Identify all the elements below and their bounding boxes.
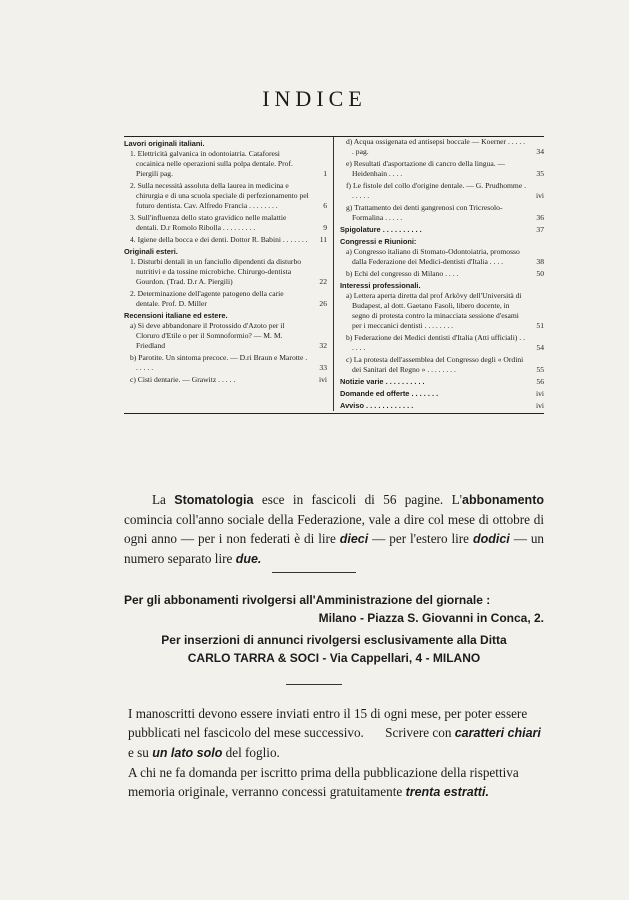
toc-entry [340, 333, 544, 353]
toc-entry [340, 269, 544, 279]
toc-entry [124, 257, 327, 287]
toc-entry-page: 33 [319, 363, 327, 372]
toc-section-heading: Recensioni italiane ed estere. [124, 311, 228, 320]
sub-text-2: esce in fascicoli di 56 pagine. L' [261, 492, 463, 507]
toc-entry-page: 22 [319, 277, 327, 286]
sub-text-4: — per l'estero lire [372, 531, 470, 546]
toc-entry-page: 1 [323, 169, 327, 178]
ads-line-4: CARLO TARRA & SOCI - Via Cappellari, 4 - MILANO [187, 651, 481, 665]
table-of-contents [124, 136, 544, 414]
note-2: A chi ne fa domanda per iscritto prima della pubblicazione della rispettiva memoria originale, verranno concessi gratuitamente trenta estratti. [128, 765, 519, 799]
toc-entry-page: 50 [536, 269, 544, 278]
toc-entry-text: Avviso . . . . . . . . . . . . [340, 401, 414, 410]
toc-entry-text: a) Congresso italiano di Stomato-Odontoiatria, promosso dalla Federazione dei Medici-dentisti d'Italia . . . . [346, 247, 520, 266]
toc-entry-page: 36 [536, 213, 544, 222]
toc-entry [124, 353, 327, 373]
note-1: I manoscritti devono essere inviati entro il 15 di ogni mese, per poter essere pubblicati nel fascicolo del mese successivo. Scrivere con caratteri chiari e su un lato solo del foglio. [128, 706, 541, 760]
toc-entry-text: c) La protesta dell'assemblea del Congresso degli « Ordini dei Sanitari del Regno » . . . . . . . . [346, 355, 524, 374]
price-dodici: dodici [472, 532, 510, 546]
divider-1 [272, 572, 356, 573]
toc-entry-text: a) Si deve abbandonare il Protossido d'Azoto per il Cloruro d'Etile o per il Somnoformio? — M. M. Friedland [130, 321, 285, 350]
toc-entry-page: 37 [536, 225, 544, 234]
toc-entry-page: ivi [318, 375, 327, 384]
ads-line-3: Per inserzioni di annunci rivolgersi esclusivamente alla Ditta [161, 633, 507, 647]
toc-bottom-rule [124, 413, 544, 414]
toc-entry-text: 4. Igiene della bocca e dei denti. Dottor R. Babini . . . . . . . [130, 235, 308, 244]
toc-entry [124, 213, 327, 233]
toc-entry [124, 235, 327, 245]
toc-entry-text: 1. Elettricità galvanica in odontoiatria. Cataforesi cocainica nelle operazioni sulla polpa dentale. Prof. Piergili pag. [130, 149, 293, 178]
toc-entry-page: 26 [319, 299, 327, 308]
emphasis-trenta-estratti: trenta estratti. [405, 785, 489, 799]
toc-section-heading: Congressi e Riunioni: [340, 237, 417, 246]
toc-right-column [334, 137, 544, 411]
toc-entry-text: 1. Disturbi dentali in un fanciullo dipendenti da disturbo nutritivi e da tossine microbiche. Chirurgo-dentista Gourdon. (Trad. D.r A. Piergili) [130, 257, 302, 286]
toc-entry-page: 9 [323, 223, 327, 232]
price-dieci: dieci [339, 532, 369, 546]
subscription-paragraph [124, 490, 544, 569]
toc-entry [340, 291, 544, 331]
toc-entry-page: 34 [536, 147, 544, 156]
toc-entry [340, 159, 544, 179]
ads-line-2: Milano - Piazza S. Giovanni in Conca, 2. [318, 611, 544, 625]
toc-entry-text: Domande ed offerte . . . . . . . [340, 389, 439, 398]
toc-entry-page: 56 [536, 377, 544, 386]
toc-entry-page: ivi [535, 191, 544, 200]
toc-entry-text: 3. Sull'influenza dello stato gravidico nelle malattie dentali. D.r Romolo Ribolla . . . . . . . . . [130, 213, 287, 232]
toc-entry [340, 225, 544, 235]
toc-entry-text: d) Acqua ossigenata ed antisepsi boccale — Koerner . . . . . . pag. [346, 137, 526, 156]
toc-entry-text: b) Parotite. Un sintoma precoce. — D.ri Braun e Marotte . . . . . . [130, 353, 308, 372]
journal-name: Stomatologia [174, 493, 254, 507]
toc-entry [124, 321, 327, 351]
toc-entry [340, 203, 544, 223]
emphasis-lato-solo: un lato solo [152, 746, 223, 760]
toc-entry [340, 181, 544, 201]
abbonamento-word: abbonamento [462, 493, 544, 507]
toc-entry-text: a) Lettera aperta diretta dal prof Arkövy dell'Università di Budapest, al dott. Gaetano Fasoli, libero docente, in segno di protesta contro la minacciata sessione d'esami per i meccanici dentisti . . . . . . . . [346, 291, 522, 330]
toc-entry-text: f) Le fistole del collo d'origine dentale. — G. Prudhomme . . . . . . [346, 181, 526, 200]
toc-entry-page: 11 [319, 235, 327, 244]
sub-text-3: comincia coll'anno sociale della Federazione, vale a dire col mese di ottobre di ogni anno — per i non federati è di lire [124, 512, 544, 546]
toc-entry-text: e) Resultati d'asportazione di cancro della lingua. — Heidenhain . . . . [346, 159, 506, 178]
toc-entry-page: 51 [536, 321, 544, 330]
toc-entry-text: Notizie varie . . . . . . . . . . [340, 377, 425, 386]
price-due: due. [235, 552, 262, 566]
toc-entry-text: 2. Sulla necessità assoluta della laurea in medicina e chirurgia e di una scuola speciale di perfezionamento pel futuro dentista. Cav. Alfredo Francia . . . . . . . . [130, 181, 309, 210]
toc-section-heading: Interessi professionali. [340, 281, 421, 290]
toc-entry-page: 6 [323, 201, 327, 210]
ads-line-1: Per gli abbonamenti rivolgersi all'Amministrazione del giornale : [124, 593, 491, 607]
toc-entry-text: b) Federazione dei Medici dentisti d'Italia (Atti ufficiali) . . . . . . [346, 333, 525, 352]
toc-entry-text: b) Echi del congresso di Milano . . . . [346, 269, 459, 278]
toc-entry-page: 32 [319, 341, 327, 350]
toc-entry [124, 149, 327, 179]
toc-entry [340, 389, 544, 399]
divider-2 [286, 684, 342, 685]
toc-entry [124, 289, 327, 309]
sub-text-1: La [152, 492, 166, 507]
toc-entry [124, 375, 327, 385]
toc-entry-page: ivi [535, 401, 544, 410]
toc-entry [124, 181, 327, 211]
sub-text-5: — un numero separato lire [124, 531, 544, 566]
page-title: INDICE [262, 86, 367, 111]
toc-entry-page: ivi [535, 389, 544, 398]
toc-entry-page: 38 [536, 257, 544, 266]
toc-entry [340, 377, 544, 387]
toc-entry [340, 247, 544, 267]
toc-entry-text: c) Cisti dentarie. — Grawitz . . . . . [130, 375, 236, 384]
toc-entry [340, 355, 544, 375]
toc-entry-page: 35 [536, 169, 544, 178]
toc-section-heading: Lavori originali italiani. [124, 139, 205, 148]
toc-entry-text: g) Trattamento dei denti gangrenosi con Tricresolo-Formalina . . . . . [346, 203, 503, 222]
toc-entry [340, 137, 544, 157]
emphasis-caratteri-chiari: caratteri chiari [454, 726, 541, 740]
toc-section-heading: Originali esteri. [124, 247, 178, 256]
toc-entry [340, 401, 544, 411]
toc-entry-text: 2. Determinazione dell'agente patogeno della carie dentale. Prof. D. Miller [130, 289, 284, 308]
notes-block [128, 704, 544, 802]
toc-left-column [124, 137, 334, 411]
toc-entry-page: 54 [536, 343, 544, 352]
toc-entry-text: Spigolature . . . . . . . . . . [340, 225, 422, 234]
toc-entry-page: 55 [536, 365, 544, 374]
